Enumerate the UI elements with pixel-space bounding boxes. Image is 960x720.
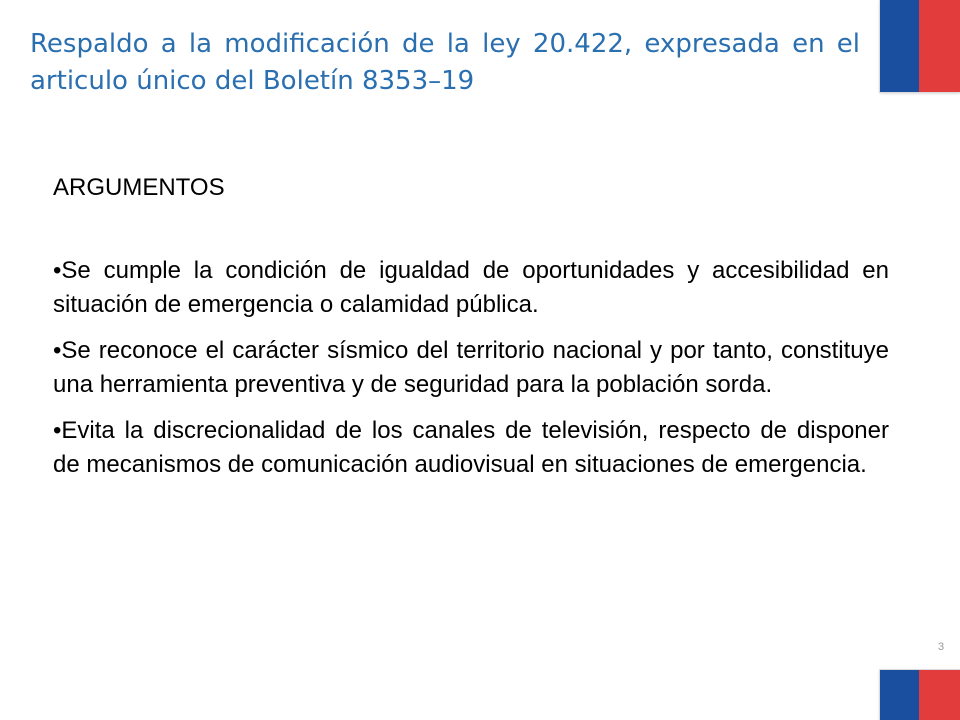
flag-blue-stripe xyxy=(880,670,919,720)
page-number: 3 xyxy=(938,641,945,653)
bullet-item: •Evita la discrecionalidad de los canales de televisión, respecto de disponer de mecanismos de comunicación audiovisual en situaciones de emergencia. xyxy=(53,417,889,478)
flag-decoration-top xyxy=(880,0,960,92)
slide-title: Respaldo a la modificación de la ley 20.422, expresada en el articulo único del Boletín 8353–19 xyxy=(30,29,860,96)
flag-red-stripe xyxy=(919,670,960,720)
section-heading: ARGUMENTOS xyxy=(53,174,225,201)
bullet-item: •Se cumple la condición de igualdad de oportunidades y accesibilidad en situación de emergencia o calamidad pública. xyxy=(53,257,889,318)
slide-content xyxy=(53,168,889,494)
bullet-item: •Se reconoce el carácter sísmico del territorio nacional y por tanto, constituye una herramienta preventiva y de seguridad para la población sorda. xyxy=(53,337,889,398)
flag-blue-stripe xyxy=(880,0,919,92)
flag-decoration-bottom xyxy=(880,670,960,720)
flag-red-stripe xyxy=(919,0,960,92)
